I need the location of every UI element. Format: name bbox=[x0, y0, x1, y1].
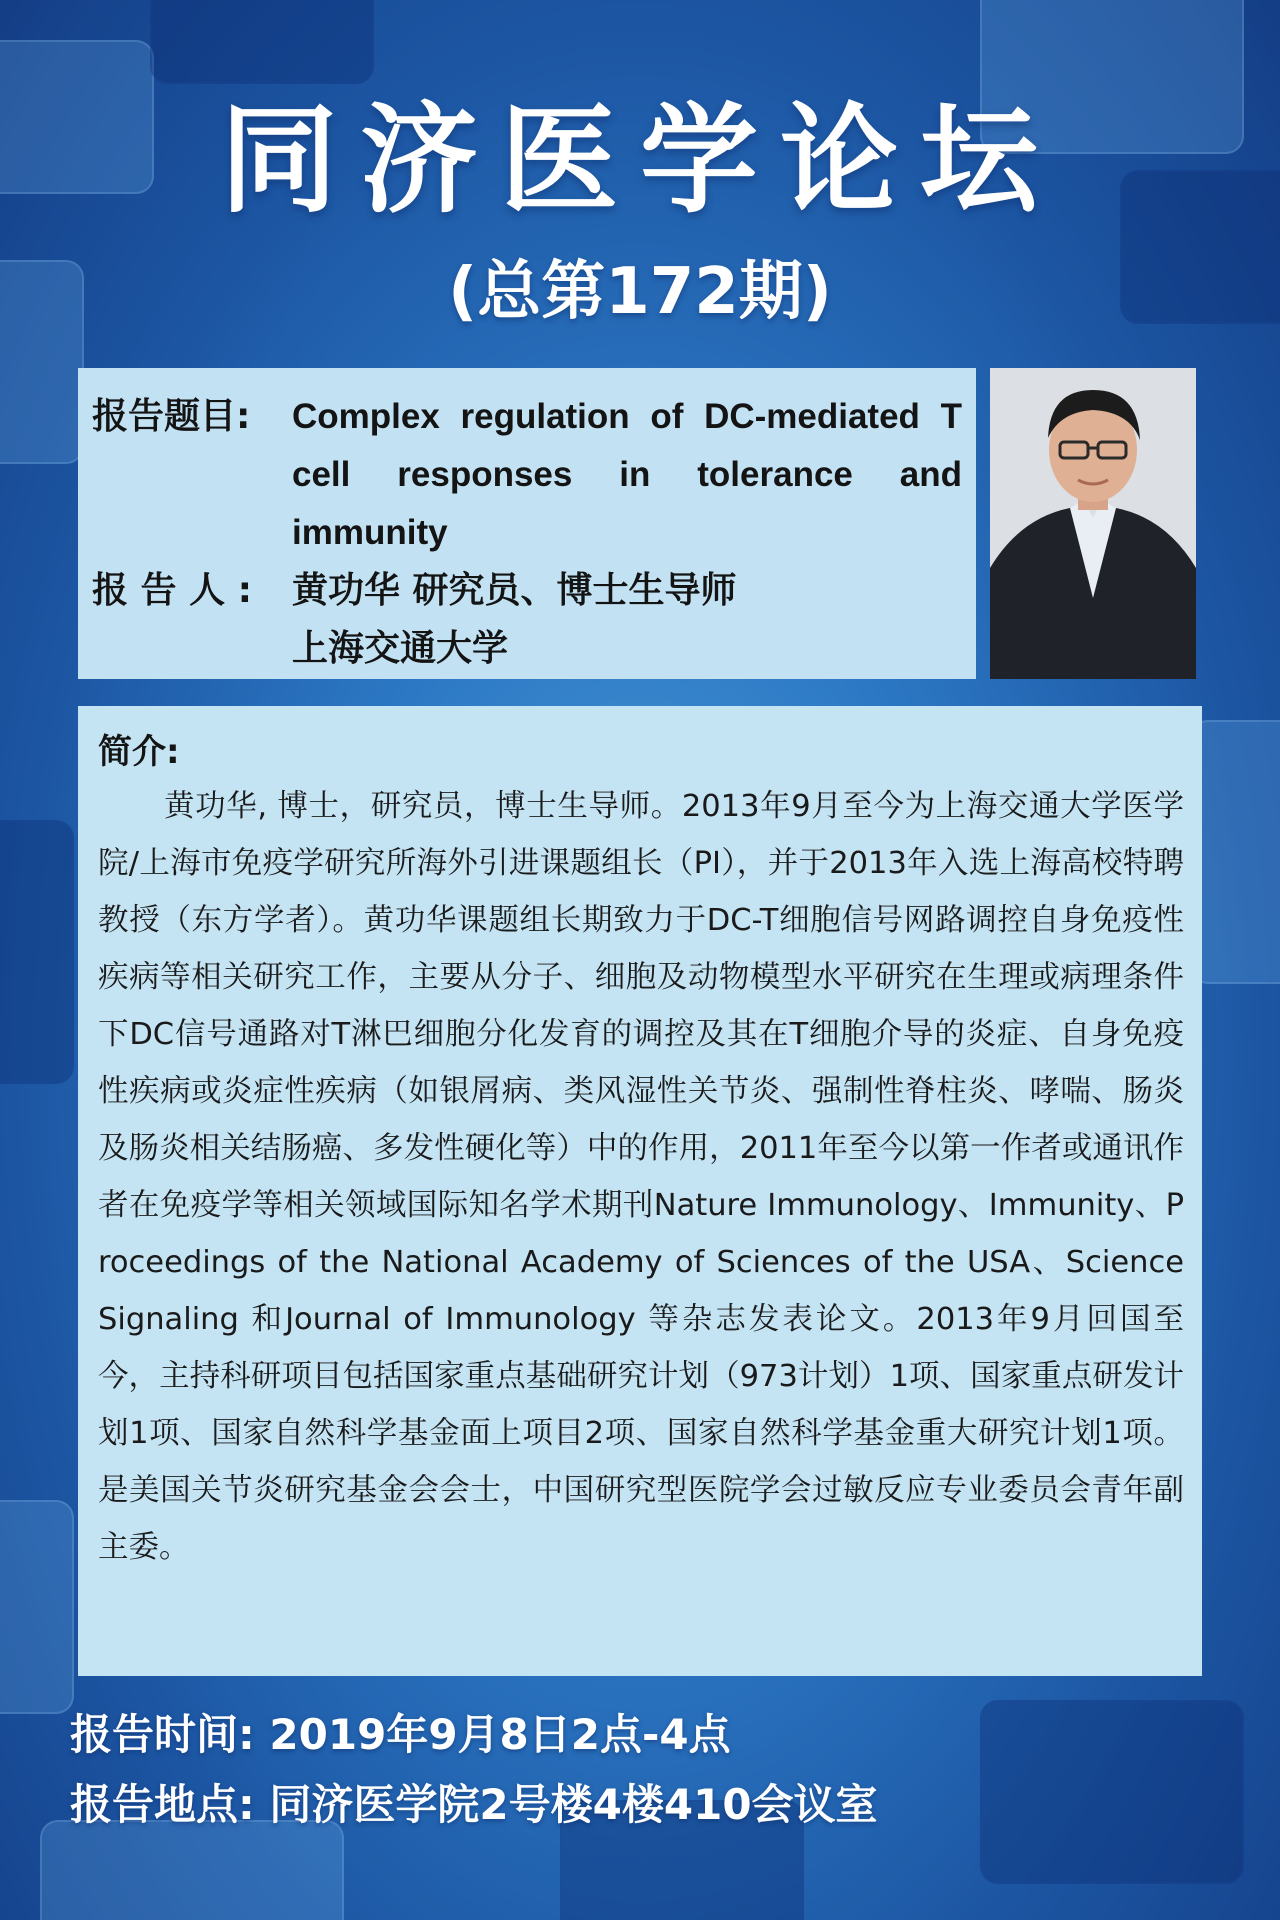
bio-text: 黄功华, 博士，研究员，博士生导师。2013年9月至今为上海交通大学医学院/上海市免疫学研究所海外引进课题组长（PI），并于2013年入选上海高校特聘教授（东方学者）。黄功华课题组长期致力于DC-T细胞信号网路调控自身免疫性疾病等相关研究工作，主要从分子、细胞及动物模型水平研究在生理或病理条件下DC信号通路对T淋巴细胞分化发育的调控及其在T细胞介导的炎症、自身免疫性疾病或炎症性疾病（如银屑病、类风湿性关节炎、强制性脊柱炎、哮喘、肠炎及肠炎相关结肠癌、多发性硬化等）中的作用，2011年至今以第一作者或通讯作者在免疫学等相关领域国际知名学术期刊Nature Immunology、Immunity、Proceedings of the National Academy of Sciences of the USA、Science Signaling 和Journal of Immunology 等杂志发表论文。2013年9月回国至今，主持科研项目包括国家重点基础研究计划（973计划）1项、国家重点研发计划1项、国家自然科学基金面上项目2项、国家自然科学基金重大研究计划1项。是美国关节炎研究基金会会士，中国研究型医院学会过敏反应专业委员会青年副主委。 bbox=[98, 789, 1184, 1565]
decor-tile bbox=[150, 0, 374, 84]
report-place: 同济医学院2号楼4楼410会议室 bbox=[269, 1780, 878, 1829]
speaker-name: 黄功华 研究员、博士生导师 bbox=[292, 570, 737, 611]
page-title: 同济医学论坛 bbox=[219, 91, 1060, 229]
speaker-label: 报 告 人 : bbox=[92, 570, 252, 611]
speaker-photo bbox=[990, 368, 1196, 679]
speaker-affiliation: 上海交通大学 bbox=[292, 628, 509, 669]
time-label: 报告时间: bbox=[70, 1710, 255, 1759]
issue-number: (总第172期) bbox=[447, 255, 833, 329]
speaker-portrait-image bbox=[990, 368, 1196, 679]
speaker-row bbox=[92, 562, 962, 678]
decor-tile bbox=[1190, 720, 1280, 984]
decor-tile bbox=[40, 1820, 344, 1920]
report-place-line bbox=[70, 1775, 878, 1835]
decor-tile bbox=[0, 1500, 74, 1714]
bio-panel bbox=[78, 706, 1202, 1676]
decor-tile bbox=[0, 820, 74, 1084]
topic-row bbox=[92, 388, 962, 562]
place-label: 报告地点: bbox=[70, 1780, 255, 1829]
topic-title: Complex regulation of DC-mediated T cell responses in tolerance and immunity bbox=[292, 397, 962, 552]
speaker-details bbox=[292, 562, 962, 678]
report-time-line bbox=[70, 1705, 731, 1765]
report-info-panel bbox=[78, 368, 976, 679]
topic-label: 报告题目: bbox=[92, 396, 251, 437]
decor-tile bbox=[980, 1700, 1244, 1884]
bio-heading: 简介: bbox=[98, 732, 180, 772]
report-time: 2019年9月8日2点-4点 bbox=[269, 1710, 731, 1759]
